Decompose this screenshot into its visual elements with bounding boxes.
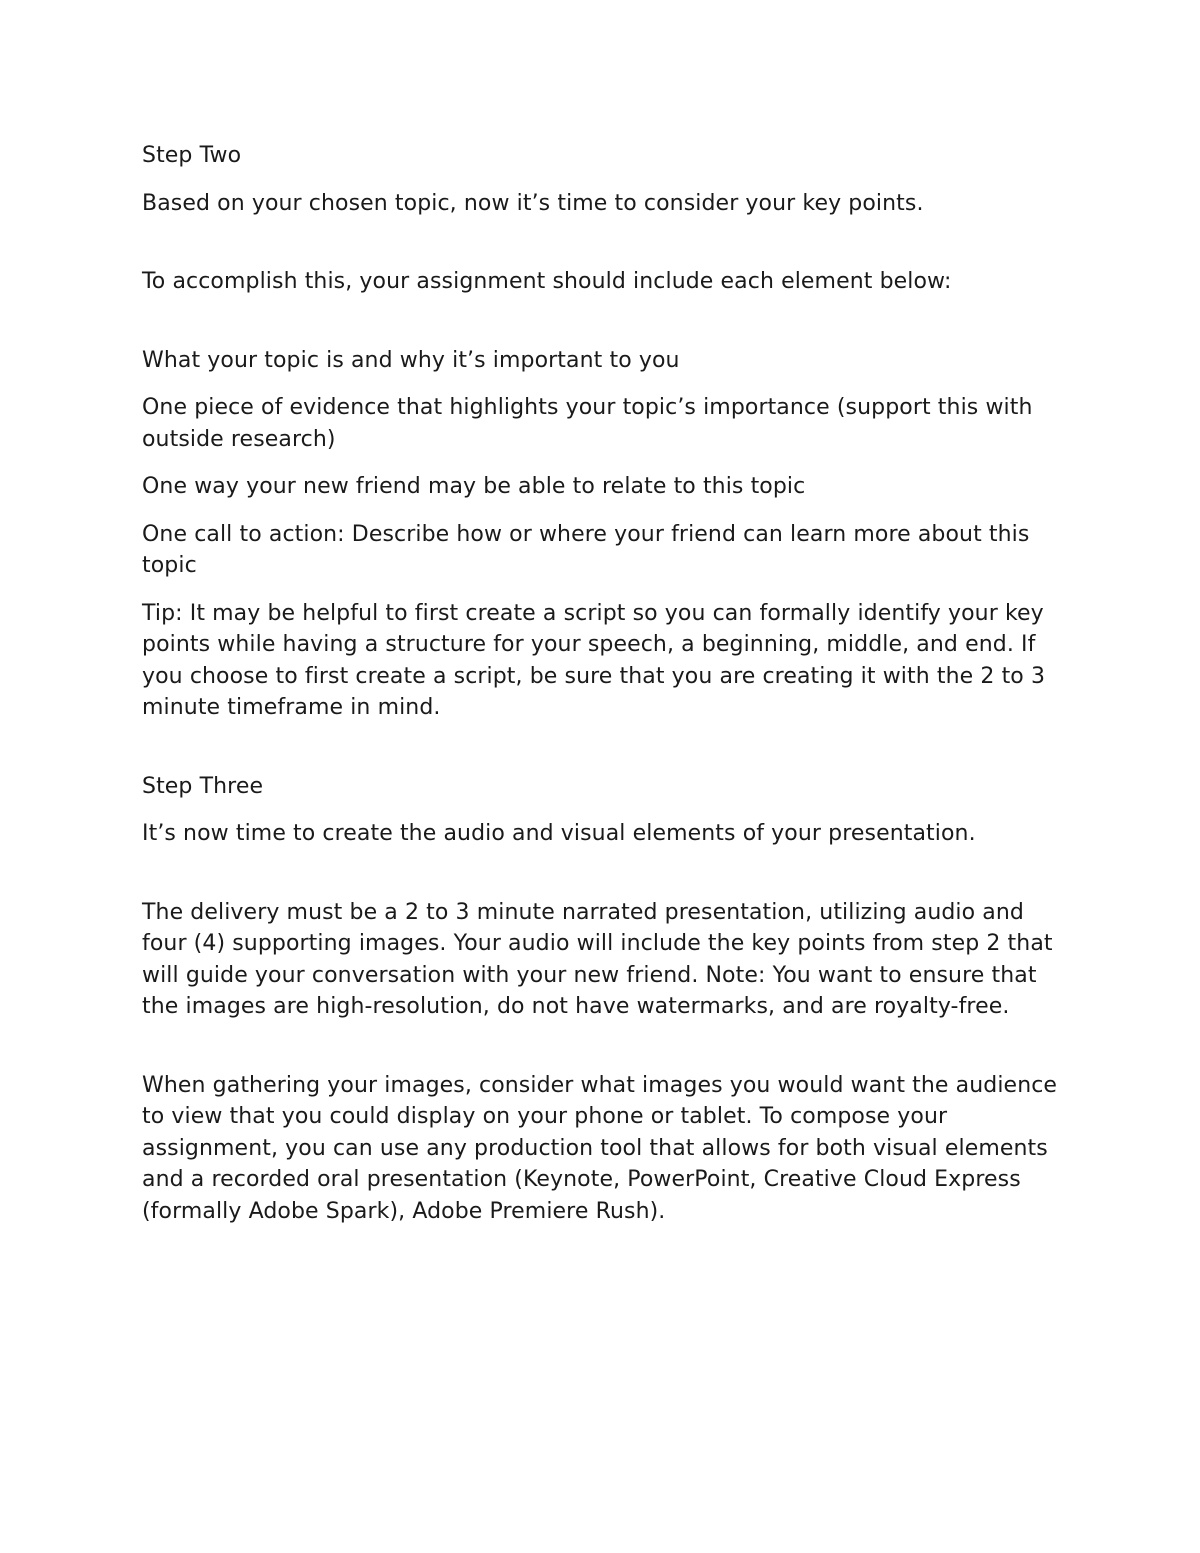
element-item: One way your new friend may be able to relate to this topic: [142, 474, 806, 499]
step-three-heading: Step Three: [142, 773, 264, 799]
step-three-gathering: When gathering your images, consider what images you would want the audience to view that you could display on your phone or tablet. To compose your assignment, you can use any production tool that allows for both visual elements and a recorded oral presentation (Keynote, PowerPoint, Creative Cloud Express (formally Adobe Spark), Adobe Premiere Rush).: [142, 1072, 1058, 1224]
step-three-delivery: The delivery must be a 2 to 3 minute narrated presentation, utilizing audio and four (4) supporting images. Your audio will include the key points from step 2 that will guide your conversation with your new friend. Note: You want to ensure that the images are high-resolution, do not have watermarks, and are royalty-free.: [142, 899, 1053, 1019]
step-two-heading: Step Two: [142, 143, 242, 168]
element-item: One piece of evidence that highlights your topic’s importance (support this with outside research): [142, 395, 1033, 452]
document-body: [142, 140, 1072, 1243]
element-item: What your topic is and why it’s important to you: [142, 347, 680, 373]
step-two-intro: Based on your chosen topic, now it’s time to consider your key points.: [142, 190, 924, 216]
step-two-accomplish: To accomplish this, your assignment should include each element below:: [142, 269, 952, 294]
element-item: One call to action: Describe how or where your friend can learn more about this topic: [142, 521, 1030, 578]
step-three-intro: It’s now time to create the audio and visual elements of your presentation.: [142, 821, 976, 846]
step-two-tip: Tip: It may be helpful to first create a script so you can formally identify your key points while having a structure for your speech, a beginning, middle, and end. If you choose to first create a script, be sure that you are creating it with the 2 to 3 minute timeframe in mind.: [142, 600, 1046, 720]
